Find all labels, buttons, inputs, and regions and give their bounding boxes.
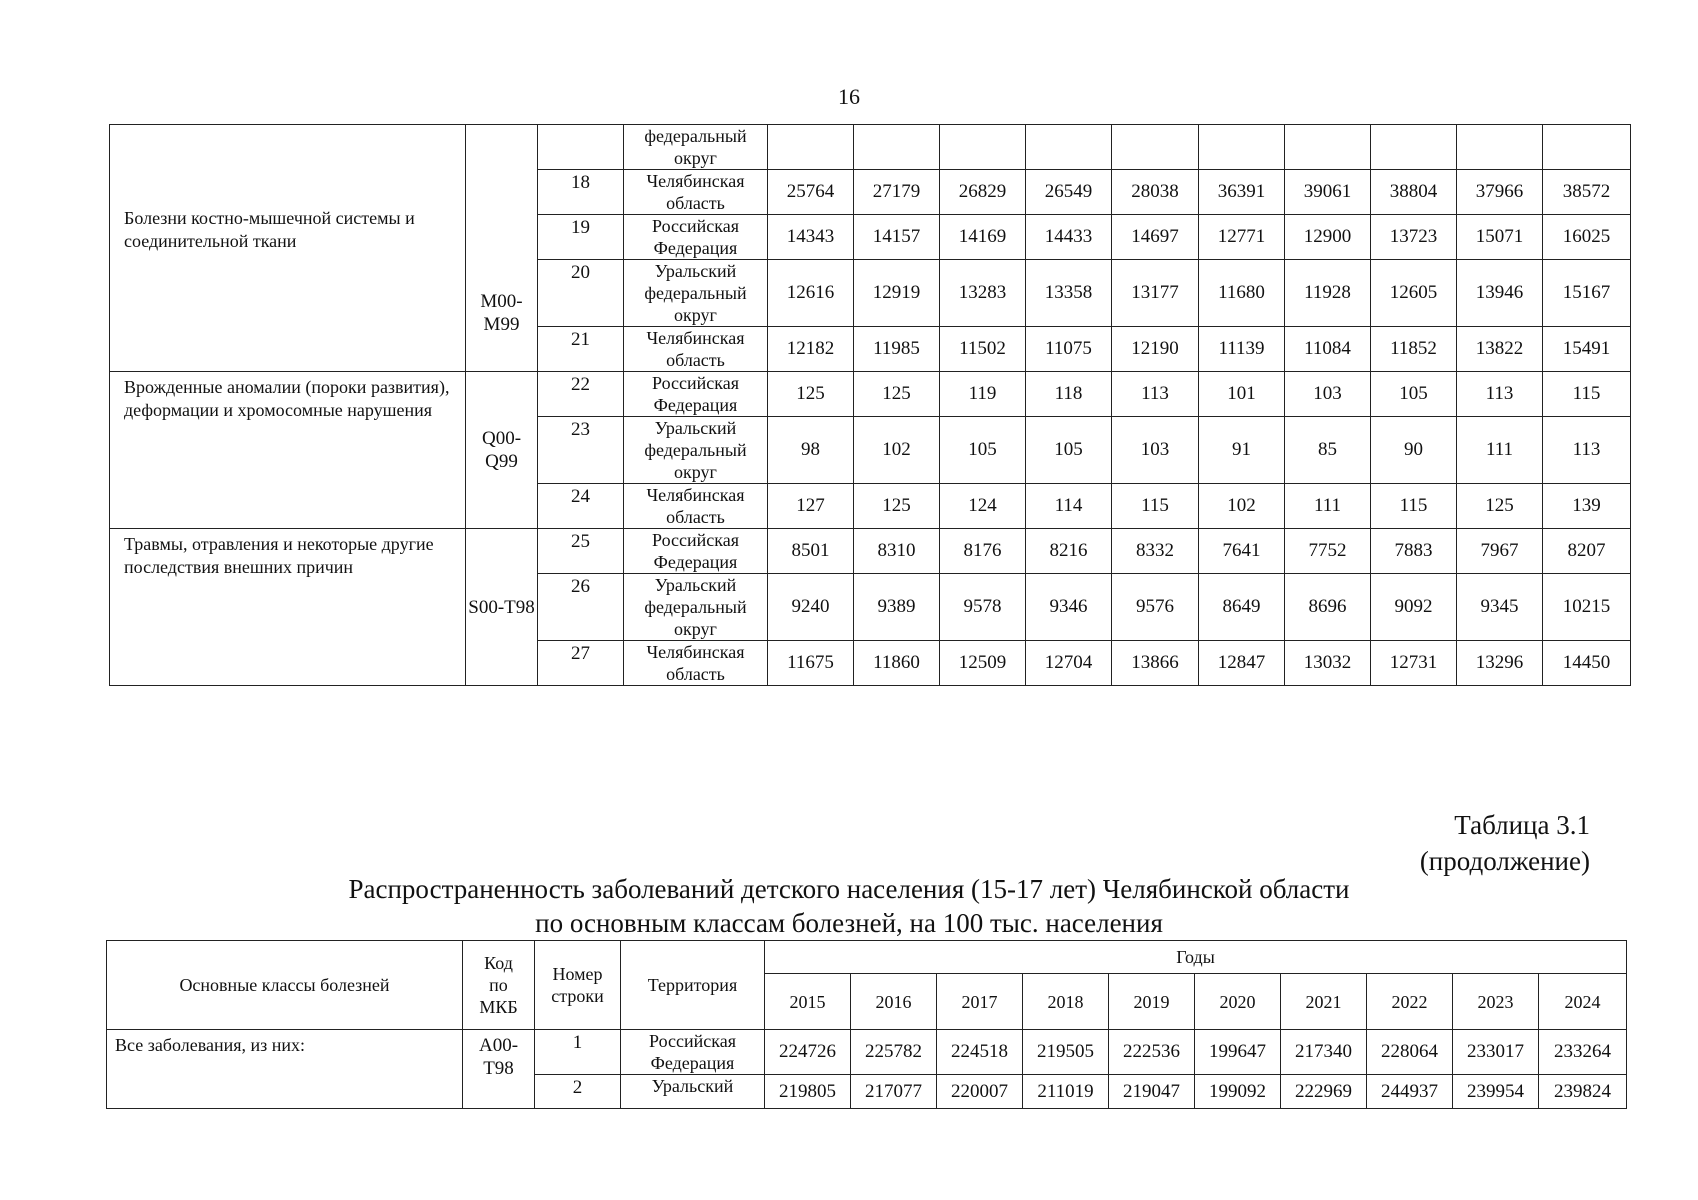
value-cell: 101 — [1199, 372, 1285, 417]
disease-class-name: Травмы, отравления и некоторые другие последствия внешних причин — [110, 529, 466, 686]
territory: Челябинская область — [624, 641, 768, 686]
value-cell: 14343 — [768, 215, 854, 260]
value-cell: 13946 — [1457, 260, 1543, 327]
header-year: 2019 — [1109, 974, 1195, 1030]
value-cell: 25764 — [768, 170, 854, 215]
header-year: 2023 — [1453, 974, 1539, 1030]
value-cell: 12771 — [1199, 215, 1285, 260]
value-cell: 8216 — [1026, 529, 1112, 574]
value-cell: 12847 — [1199, 641, 1285, 686]
value-cell: 224518 — [937, 1030, 1023, 1075]
value-cell: 8501 — [768, 529, 854, 574]
row-number: 22 — [538, 372, 624, 417]
value-cell: 8310 — [854, 529, 940, 574]
value-cell: 115 — [1112, 484, 1199, 529]
value-cell: 119 — [940, 372, 1026, 417]
value-cell: 12182 — [768, 327, 854, 372]
value-cell: 125 — [768, 372, 854, 417]
row-number: 1 — [535, 1030, 621, 1075]
header-year: 2015 — [765, 974, 851, 1030]
value-cell: 13283 — [940, 260, 1026, 327]
value-cell: 8649 — [1199, 574, 1285, 641]
table-row — [107, 1030, 1627, 1075]
row-number: 19 — [538, 215, 624, 260]
value-cell: 11075 — [1026, 327, 1112, 372]
value-cell: 115 — [1543, 372, 1631, 417]
value-cell — [1199, 125, 1285, 170]
value-cell: 14433 — [1026, 215, 1112, 260]
value-cell: 14697 — [1112, 215, 1199, 260]
value-cell: 113 — [1112, 372, 1199, 417]
value-cell: 90 — [1371, 417, 1457, 484]
value-cell: 7752 — [1285, 529, 1371, 574]
header-year: 2022 — [1367, 974, 1453, 1030]
value-cell: 114 — [1026, 484, 1112, 529]
value-cell — [1285, 125, 1371, 170]
value-cell: 12900 — [1285, 215, 1371, 260]
row-number: 24 — [538, 484, 624, 529]
value-cell: 222969 — [1281, 1075, 1367, 1109]
value-cell: 11675 — [768, 641, 854, 686]
territory: Уральский федеральный округ — [624, 260, 768, 327]
value-cell: 125 — [1457, 484, 1543, 529]
value-cell — [854, 125, 940, 170]
icd-code: М00- М99 — [466, 125, 538, 372]
header-year: 2017 — [937, 974, 1023, 1030]
value-cell: 11985 — [854, 327, 940, 372]
table-title-line-1: Распространенность заболеваний детского населения (15-17 лет) Челябинской области — [348, 874, 1350, 904]
value-cell: 111 — [1457, 417, 1543, 484]
value-cell: 111 — [1285, 484, 1371, 529]
value-cell: 13723 — [1371, 215, 1457, 260]
value-cell: 28038 — [1112, 170, 1199, 215]
table-title — [0, 872, 1698, 940]
value-cell: 7641 — [1199, 529, 1285, 574]
table-row — [110, 529, 1631, 574]
value-cell: 13822 — [1457, 327, 1543, 372]
value-cell: 222536 — [1109, 1030, 1195, 1075]
territory: Российская Федерация — [621, 1030, 765, 1075]
icd-code: S00-T98 — [466, 529, 538, 686]
value-cell — [1026, 125, 1112, 170]
value-cell: 12190 — [1112, 327, 1199, 372]
value-cell: 217077 — [851, 1075, 937, 1109]
value-cell: 11680 — [1199, 260, 1285, 327]
value-cell: 103 — [1112, 417, 1199, 484]
value-cell: 199092 — [1195, 1075, 1281, 1109]
value-cell: 219505 — [1023, 1030, 1109, 1075]
value-cell: 9576 — [1112, 574, 1199, 641]
value-cell: 12509 — [940, 641, 1026, 686]
value-cell: 9092 — [1371, 574, 1457, 641]
value-cell: 105 — [940, 417, 1026, 484]
value-cell: 11852 — [1371, 327, 1457, 372]
value-cell: 220007 — [937, 1075, 1023, 1109]
value-cell: 228064 — [1367, 1030, 1453, 1075]
value-cell: 9345 — [1457, 574, 1543, 641]
value-cell: 233264 — [1539, 1030, 1627, 1075]
value-cell: 125 — [854, 372, 940, 417]
value-cell: 15071 — [1457, 215, 1543, 260]
table-title-line-2: по основным классам болезней, на 100 тыс. населения — [535, 908, 1163, 938]
value-cell: 37966 — [1457, 170, 1543, 215]
header-year: 2018 — [1023, 974, 1109, 1030]
value-cell: 9578 — [940, 574, 1026, 641]
value-cell: 15491 — [1543, 327, 1631, 372]
table-row — [110, 372, 1631, 417]
row-number: 21 — [538, 327, 624, 372]
value-cell: 102 — [1199, 484, 1285, 529]
value-cell: 125 — [854, 484, 940, 529]
table-continuation-note: (продолжение) — [1419, 846, 1590, 876]
value-cell — [1112, 125, 1199, 170]
value-cell: 8176 — [940, 529, 1026, 574]
value-cell: 199647 — [1195, 1030, 1281, 1075]
value-cell: 11084 — [1285, 327, 1371, 372]
value-cell: 16025 — [1543, 215, 1631, 260]
value-cell: 12704 — [1026, 641, 1112, 686]
value-cell: 26549 — [1026, 170, 1112, 215]
value-cell: 211019 — [1023, 1075, 1109, 1109]
header-year: 2020 — [1195, 974, 1281, 1030]
value-cell: 115 — [1371, 484, 1457, 529]
value-cell: 113 — [1543, 417, 1631, 484]
value-cell — [1457, 125, 1543, 170]
row-number: 20 — [538, 260, 624, 327]
value-cell: 7967 — [1457, 529, 1543, 574]
value-cell: 9240 — [768, 574, 854, 641]
value-cell: 39061 — [1285, 170, 1371, 215]
value-cell: 118 — [1026, 372, 1112, 417]
value-cell: 10215 — [1543, 574, 1631, 641]
value-cell: 217340 — [1281, 1030, 1367, 1075]
header-year: 2016 — [851, 974, 937, 1030]
value-cell: 91 — [1199, 417, 1285, 484]
icd-code: А00- Т98 — [463, 1030, 535, 1109]
value-cell: 219805 — [765, 1075, 851, 1109]
value-cell: 27179 — [854, 170, 940, 215]
value-cell: 11860 — [854, 641, 940, 686]
value-cell: 224726 — [765, 1030, 851, 1075]
value-cell: 233017 — [1453, 1030, 1539, 1075]
table-label: Таблица 3.1 — [1454, 810, 1590, 840]
value-cell: 124 — [940, 484, 1026, 529]
territory: Челябинская область — [624, 170, 768, 215]
header-class: Основные классы болезней — [107, 941, 463, 1030]
territory: Челябинская область — [624, 484, 768, 529]
value-cell: 11139 — [1199, 327, 1285, 372]
row-number: 2 — [535, 1075, 621, 1109]
value-cell: 219047 — [1109, 1075, 1195, 1109]
header-territory: Территория — [621, 941, 765, 1030]
value-cell: 105 — [1371, 372, 1457, 417]
value-cell: 127 — [768, 484, 854, 529]
disease-class-name: Все заболевания, из них: — [107, 1030, 463, 1109]
value-cell: 13866 — [1112, 641, 1199, 686]
value-cell: 8332 — [1112, 529, 1199, 574]
value-cell: 12919 — [854, 260, 940, 327]
table-continuation-top — [109, 124, 1631, 686]
value-cell: 13177 — [1112, 260, 1199, 327]
value-cell: 103 — [1285, 372, 1371, 417]
value-cell: 7883 — [1371, 529, 1457, 574]
territory: Уральский федеральный округ — [624, 574, 768, 641]
row-number: 23 — [538, 417, 624, 484]
value-cell: 9389 — [854, 574, 940, 641]
value-cell: 14169 — [940, 215, 1026, 260]
value-cell: 139 — [1543, 484, 1631, 529]
value-cell: 13296 — [1457, 641, 1543, 686]
value-cell: 12731 — [1371, 641, 1457, 686]
value-cell: 14450 — [1543, 641, 1631, 686]
value-cell: 12605 — [1371, 260, 1457, 327]
value-cell: 15167 — [1543, 260, 1631, 327]
value-cell: 13032 — [1285, 641, 1371, 686]
page-number: 16 — [838, 84, 860, 109]
value-cell: 239954 — [1453, 1075, 1539, 1109]
value-cell — [768, 125, 854, 170]
disease-class-name: Врожденные аномалии (пороки развития), деформации и хромосомные нарушения — [110, 372, 466, 529]
territory: Российская Федерация — [624, 372, 768, 417]
value-cell: 12616 — [768, 260, 854, 327]
row-number: 18 — [538, 170, 624, 215]
territory: Российская Федерация — [624, 215, 768, 260]
value-cell: 11502 — [940, 327, 1026, 372]
value-cell: 38572 — [1543, 170, 1631, 215]
table-row — [110, 125, 1631, 170]
header-years: Годы — [765, 941, 1627, 974]
value-cell: 102 — [854, 417, 940, 484]
value-cell — [940, 125, 1026, 170]
disease-class-name: Болезни костно-мышечной системы и соединительной ткани — [110, 125, 466, 372]
header-row-number: Номер строки — [535, 941, 621, 1030]
value-cell: 105 — [1026, 417, 1112, 484]
value-cell: 244937 — [1367, 1075, 1453, 1109]
row-number — [538, 125, 624, 170]
territory: федеральный округ — [624, 125, 768, 170]
value-cell: 38804 — [1371, 170, 1457, 215]
territory: Челябинская область — [624, 327, 768, 372]
value-cell: 8696 — [1285, 574, 1371, 641]
value-cell: 9346 — [1026, 574, 1112, 641]
territory: Уральский федеральный округ — [624, 417, 768, 484]
value-cell: 98 — [768, 417, 854, 484]
value-cell: 85 — [1285, 417, 1371, 484]
header-year: 2021 — [1281, 974, 1367, 1030]
value-cell — [1543, 125, 1631, 170]
row-number: 26 — [538, 574, 624, 641]
header-code: Код по МКБ — [463, 941, 535, 1030]
value-cell: 8207 — [1543, 529, 1631, 574]
value-cell: 26829 — [940, 170, 1026, 215]
value-cell: 14157 — [854, 215, 940, 260]
header-year: 2024 — [1539, 974, 1627, 1030]
value-cell — [1371, 125, 1457, 170]
icd-code: Q00- Q99 — [466, 372, 538, 529]
value-cell: 11928 — [1285, 260, 1371, 327]
table-3-1 — [106, 940, 1627, 1109]
territory: Российская Федерация — [624, 529, 768, 574]
row-number: 27 — [538, 641, 624, 686]
row-number: 25 — [538, 529, 624, 574]
value-cell: 36391 — [1199, 170, 1285, 215]
value-cell: 225782 — [851, 1030, 937, 1075]
value-cell: 239824 — [1539, 1075, 1627, 1109]
value-cell: 13358 — [1026, 260, 1112, 327]
territory: Уральский — [621, 1075, 765, 1109]
value-cell: 113 — [1457, 372, 1543, 417]
